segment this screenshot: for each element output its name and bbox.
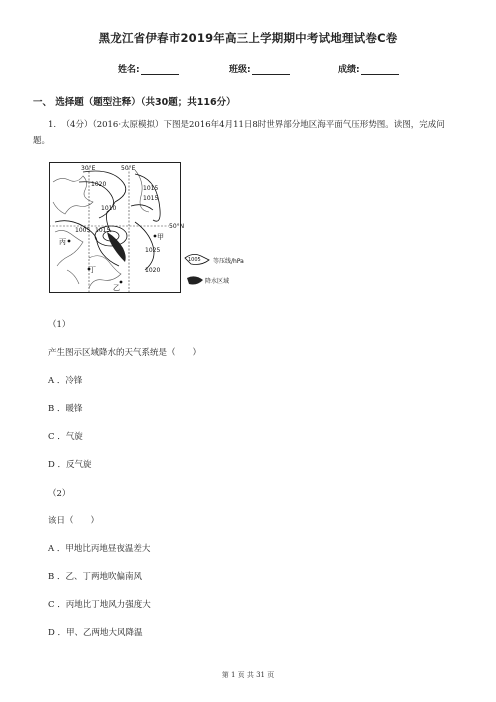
isobar-label-1015c: 1015 <box>95 227 111 234</box>
isobar-label-1020b: 1020 <box>145 267 161 274</box>
pressure-map <box>49 162 185 293</box>
name-label: 姓名: <box>118 65 140 75</box>
point-bing <box>68 240 71 243</box>
class-label: 班级: <box>229 65 251 75</box>
sub1-stem: 产生图示区域降水的天气系统是（ ） <box>48 348 202 358</box>
sub1-option-d[interactable]: D ．反气旋 <box>48 460 92 470</box>
page-title: 黑龙江省伊春市2019年高三上学期期中考试地理试卷C卷 <box>98 31 398 45</box>
place-label-yi: 乙 <box>113 284 120 292</box>
legend-isobar-value: 1005 <box>188 257 201 263</box>
legend-rain-symbol <box>187 276 203 284</box>
lat-label-50: 50°N <box>169 223 185 230</box>
place-label-ding: 丁 <box>89 266 96 274</box>
lon-label-30: 30°E <box>81 165 96 172</box>
map-legend <box>183 250 253 290</box>
map-frame <box>50 163 181 293</box>
section-heading: 一、 选择题（题型注释）（共30题；共116分） <box>33 97 236 108</box>
sub1-option-c[interactable]: C ．气旋 <box>48 432 83 442</box>
name-blank <box>141 65 179 75</box>
place-label-bing: 丙 <box>59 238 66 246</box>
isobar-label-1010: 1010 <box>101 205 117 212</box>
legend-rain-text: 降水区域 <box>205 278 230 285</box>
place-label-jia: 甲 <box>157 233 164 241</box>
score-label: 成绩: <box>338 65 360 75</box>
question-1-line2: 题。 <box>33 136 51 146</box>
point-jia <box>154 235 157 238</box>
question-stem: （4分）（2016·太原模拟）下图是2016年4月11日8时世界部分地区海平面气压形势图。读图，完成问 <box>61 120 445 130</box>
isobar-label-1005: 1005 <box>75 227 91 234</box>
class-blank <box>252 65 290 75</box>
sub2-option-a[interactable]: A ．甲地比丙地昼夜温差大 <box>48 544 151 554</box>
sub2-stem: 该日（ ） <box>48 516 100 526</box>
name-field <box>118 62 179 75</box>
isobar-label-1020: 1020 <box>91 181 107 188</box>
page-footer: 第 1 页 共 31 页 <box>221 671 275 679</box>
sub2-option-b[interactable]: B ．乙、丁两地吹偏南风 <box>48 572 142 582</box>
sub2-option-d[interactable]: D ．甲、乙两地大风降温 <box>48 628 143 638</box>
question-1-line1 <box>48 118 445 133</box>
class-field <box>229 62 290 75</box>
isobar-label-1015a: 1015 <box>143 185 159 192</box>
sub1-label: （1） <box>48 320 71 330</box>
sub1-option-b[interactable]: B ．暖锋 <box>48 404 83 414</box>
isobar-label-1015b: 1015 <box>143 195 159 202</box>
lon-label-50: 50°E <box>121 165 136 172</box>
score-blank <box>361 65 399 75</box>
sub2-label: （2） <box>48 489 71 499</box>
point-yi <box>120 281 123 284</box>
sub1-option-a[interactable]: A ．冷锋 <box>48 376 83 386</box>
isobar-label-1025: 1025 <box>145 247 161 254</box>
legend-isobar-text: 等压线/hPa <box>213 258 244 265</box>
question-number: 1. <box>48 120 57 130</box>
sub2-option-c[interactable]: C ．丙地比丁地风力强度大 <box>48 600 151 610</box>
score-field <box>338 62 399 75</box>
